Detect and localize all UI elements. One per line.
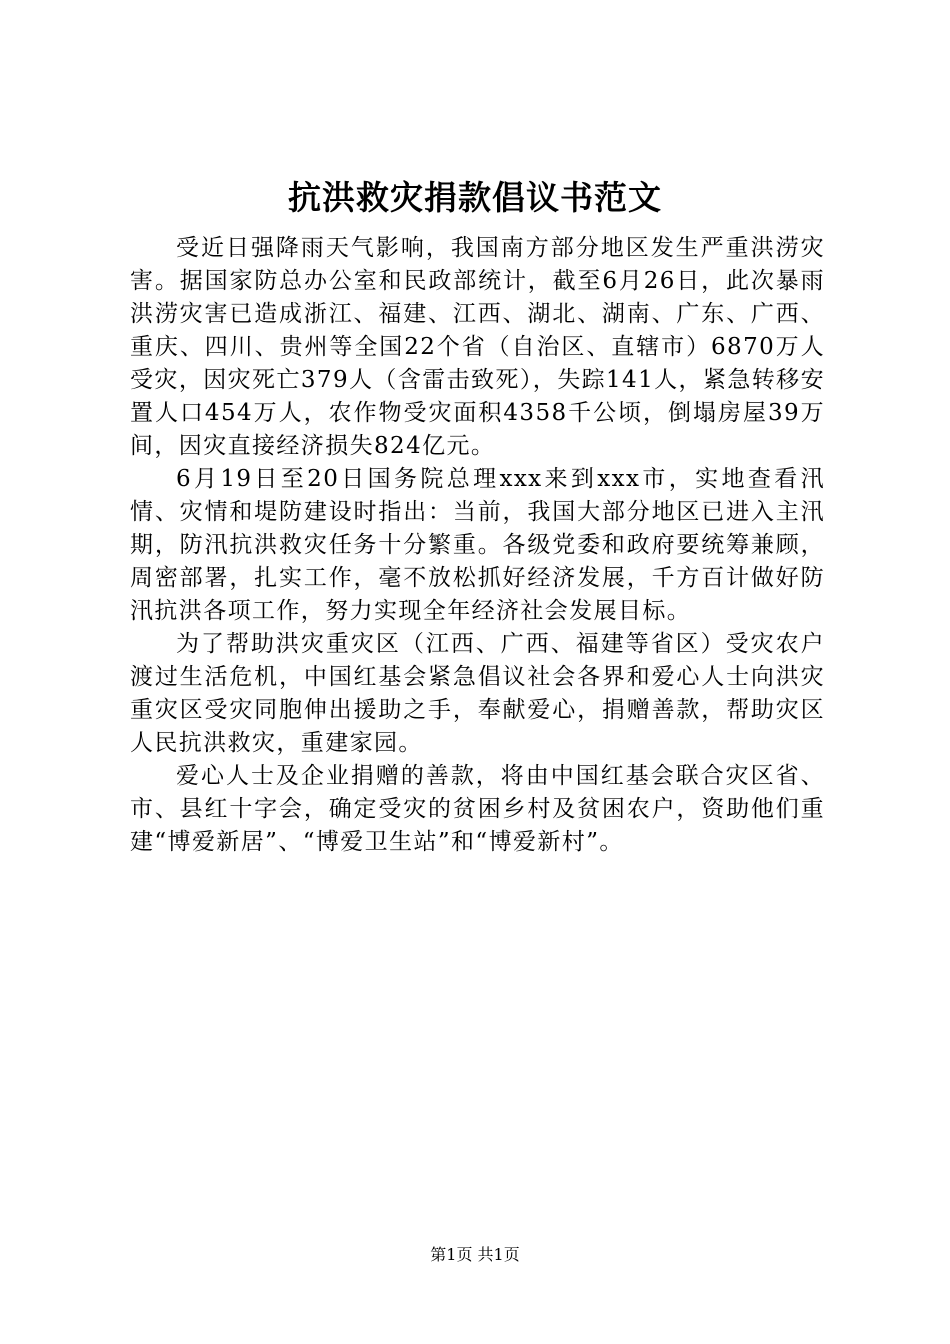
paragraph-3: 为了帮助洪灾重灾区（江西、广西、福建等省区）受灾农户渡过生活危机，中国红基会紧急倡议社会各界和爱心人士向洪灾重灾区受灾同胞伸出援助之手，奉献爱心，捐赠善款，帮助灾区人民抗洪救灾，重建家园。: [130, 631, 825, 756]
document-title: 抗洪救灾捐款倡议书范文: [288, 178, 662, 217]
paragraph-2: 6月19日至20日国务院总理xxx来到xxx市，实地查看汛情、灾情和堤防建设时指出：当前，我国大部分地区已进入主汛期，防汛抗洪救灾任务十分繁重。各级党委和政府要统筹兼顾，周密部署，扎实工作，毫不放松抓好经济发展，千方百计做好防汛抗洪各项工作，努力实现全年经济社会发展目标。: [130, 466, 825, 624]
paragraph-4: 爱心人士及企业捐赠的善款，将由中国红基会联合灾区省、市、县红十字会，确定受灾的贫困乡村及贫困农户，资助他们重建“博爱新居”、“博爱卫生站”和“博爱新村”。: [130, 763, 825, 855]
document-body: [130, 232, 825, 859]
page-footer: 第1页 共1页: [430, 1245, 520, 1264]
paragraph-1: 受近日强降雨天气影响，我国南方部分地区发生严重洪涝灾害。据国家防总办公室和民政部统计，截至6月26日，此次暴雨洪涝灾害已造成浙江、福建、江西、湖北、湖南、广东、广西、重庆、四川、贵州等全国22个省（自治区、直辖市）6870万人受灾，因灾死亡379人（含雷击致死），失踪141人，紧急转移安置人口454万人，农作物受灾面积4358千公顷，倒塌房屋39万间，因灾直接经济损失824亿元。: [130, 235, 825, 459]
